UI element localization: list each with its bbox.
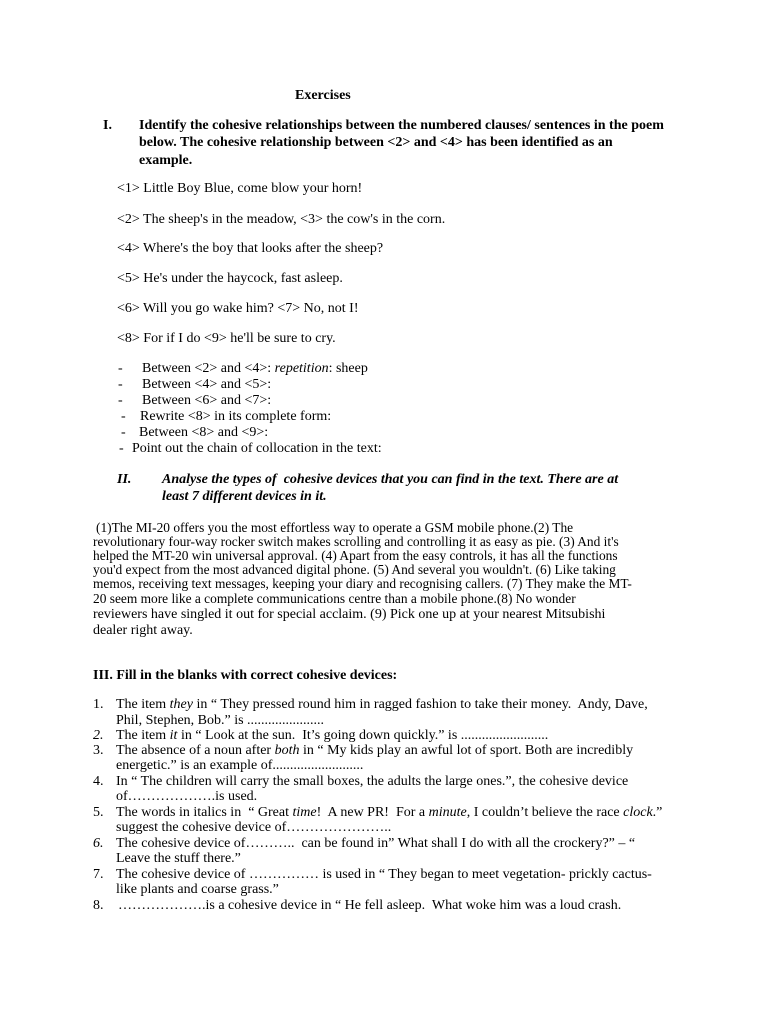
section-1-instruction-row: [0, 153, 768, 169]
poem-line-text: <2> The sheep's in the meadow, <3> the cow's in the corn.: [117, 212, 446, 227]
list-item-continuation: [0, 789, 768, 805]
section-3-heading: III. Fill in the blanks with correct cohesive devices:: [93, 668, 398, 683]
list-item-number: 5.: [93, 805, 104, 820]
section-1-header: [0, 118, 768, 134]
list-item-line: [116, 805, 662, 821]
section-2-instruction-line: Analyse the types of cohesive devices that you can find in the text. There are at: [162, 472, 619, 487]
list-item-continuation: [0, 882, 768, 898]
list-item-number: 4.: [93, 774, 104, 789]
list-item-italic-text: they: [169, 697, 193, 712]
poem-line-text: <1> Little Boy Blue, come blow your horn!: [117, 181, 363, 196]
text-line: [0, 591, 768, 607]
task-bullet: -: [118, 393, 123, 408]
list-item-continuation: [0, 851, 768, 867]
text-line: [0, 576, 768, 592]
section-1-number: I.: [103, 118, 112, 133]
list-item: [0, 836, 768, 852]
list-item-text: like plants and coarse grass.”: [116, 882, 279, 897]
task-item: [0, 393, 768, 409]
list-item: [0, 774, 768, 790]
section-2-instruction-row: [0, 489, 768, 505]
text-line-content: dealer right away.: [93, 623, 193, 638]
list-item-text: of……………….is used.: [116, 789, 258, 804]
list-item-text: Leave the stuff there.”: [116, 851, 241, 866]
poem-line-text: <5> He's under the haycock, fast asleep.: [117, 271, 343, 286]
poem-line: [0, 331, 768, 347]
page-title: Exercises: [295, 88, 351, 103]
text-line-content: memos, receiving text messages, keeping your diary and recognising callers. (7) They make the MT-: [93, 576, 632, 591]
list-item-line: [116, 743, 633, 759]
list-item-text: The cohesive device of …………… is used in “ They began to meet vegetation- prickly cactus-: [116, 867, 652, 882]
list-item-text: .”: [652, 805, 663, 820]
list-item-text: The item: [116, 728, 170, 743]
list-item-continuation: [0, 713, 768, 729]
task-item: [0, 409, 768, 425]
task-bullet: -: [121, 409, 126, 424]
task-bullet: -: [118, 377, 123, 392]
poem-line-text: <8> For if I do <9> he'll be sure to cry.: [117, 331, 336, 346]
section-1-instruction-line: Identify the cohesive relationships between the numbered clauses/ sentences in the poem: [139, 118, 664, 133]
list-item: [0, 728, 768, 744]
poem-line: [0, 181, 768, 197]
list-item-text: The words in italics in “ Great: [116, 805, 293, 820]
list-item-text: energetic.” is an example of..........................: [116, 758, 364, 773]
list-item-text: in “ My kids play an awful lot of sport. Both are incredibly: [299, 743, 634, 758]
task-bullet: -: [119, 441, 124, 456]
list-item-text: The item: [116, 697, 170, 712]
list-item-italic-text: time: [292, 805, 317, 820]
list-item-line: [116, 728, 548, 744]
poem-line-text: <6> Will you go wake him? <7> No, not I!: [117, 301, 359, 316]
list-item-number: 2.: [93, 728, 104, 743]
list-item: [0, 743, 768, 759]
section-2-header: [0, 472, 768, 488]
list-item-number: 3.: [93, 743, 104, 758]
task-item: [0, 425, 768, 441]
task-answer-type: repetition: [274, 361, 329, 376]
list-item: [0, 805, 768, 821]
section-2-instruction-line: least 7 different devices in it.: [162, 489, 327, 504]
task-bullet: -: [118, 361, 123, 376]
list-item-line: [116, 697, 648, 713]
task-prompt: Point out the chain of collocation in the text:: [132, 441, 382, 456]
poem-line: [0, 212, 768, 228]
list-item-text: in “ Look at the sun. It’s going down quickly.” is .........................: [177, 728, 549, 743]
task-answer: : sheep: [328, 361, 368, 376]
list-item: [0, 898, 768, 914]
list-item-text: The cohesive device of……….. can be found in” What shall I do with all the crockery?” – “: [116, 836, 636, 851]
text-line-content: helped the MT-20 win universal approval. (4) Apart from the easy controls, it has all the functions: [93, 548, 618, 563]
poem-line: [0, 241, 768, 257]
task-prompt: Between <8> and <9>:: [139, 425, 269, 440]
list-item: [0, 867, 768, 883]
task-prompt: Rewrite <8> in its complete form:: [140, 409, 332, 424]
list-item-text: , I couldn’t believe the race: [466, 805, 624, 820]
list-item-text: ……………….is a cohesive device in “ He fell asleep. What woke him was a loud crash.: [118, 898, 622, 913]
text-line-content: you'd expect from the most advanced digital phone. (5) And several you wouldn't. (6) Like taking: [93, 562, 616, 577]
task-item: [0, 377, 768, 393]
list-item-number: 1.: [93, 697, 104, 712]
list-item-italic-text: both: [274, 743, 300, 758]
task-item: [0, 361, 768, 377]
poem-line-text: <4> Where's the boy that looks after the sheep?: [117, 241, 384, 256]
text-line-content: revolutionary four-way rocker switch makes scrolling and controlling it as easy as pie. (3) And it's: [93, 534, 619, 549]
list-item-text: ! A new PR! For a: [316, 805, 429, 820]
task-prompt: Between <4> and <5>:: [142, 377, 272, 392]
section-3-header: [0, 668, 768, 684]
list-item-continuation: [0, 758, 768, 774]
list-item-continuation: [0, 820, 768, 836]
list-item-italic-text: clock: [623, 805, 653, 820]
list-item-text: The absence of a noun after: [116, 743, 275, 758]
list-item-text: in “ They pressed round him in ragged fashion to take their money. Andy, Dave,: [192, 697, 648, 712]
section-1-instruction-line: example.: [139, 153, 193, 168]
text-line-content: 20 seem more like a complete communications centre than a mobile phone.(8) No wonder: [93, 591, 576, 606]
section-2-number: II.: [117, 472, 132, 487]
title-row: [0, 88, 768, 104]
text-line: [0, 607, 768, 623]
list-item-italic-text: minute: [428, 805, 467, 820]
text-line-content: (1)The MI-20 offers you the most effortless way to operate a GSM mobile phone.(2) The: [96, 520, 574, 535]
list-item-italic-text: it: [169, 728, 178, 743]
list-item-text: suggest the cohesive device of…………………..: [116, 820, 392, 835]
list-item-text: In “ The children will carry the small boxes, the adults the large ones.”, the cohesive device: [116, 774, 629, 789]
task-prompt: Between <2> and <4>:: [142, 361, 275, 376]
text-line: [0, 623, 768, 639]
poem-line: [0, 301, 768, 317]
task-item: [0, 441, 768, 457]
list-item-number: 7.: [93, 867, 104, 882]
list-item-number: 6.: [93, 836, 104, 851]
section-1-instruction-row: [0, 135, 768, 151]
text-line-content: reviewers have singled it out for special acclaim. (9) Pick one up at your nearest Mitsubishi: [93, 607, 606, 622]
task-text: [142, 361, 368, 377]
section-1-instruction-line: below. The cohesive relationship between <2> and <4> has been identified as an: [139, 135, 613, 150]
task-prompt: Between <6> and <7>:: [142, 393, 272, 408]
list-item-text: Phil, Stephen, Bob.” is ......................: [116, 713, 325, 728]
list-item-number: 8.: [93, 898, 104, 913]
task-bullet: -: [121, 425, 126, 440]
poem-line: [0, 271, 768, 287]
list-item: [0, 697, 768, 713]
